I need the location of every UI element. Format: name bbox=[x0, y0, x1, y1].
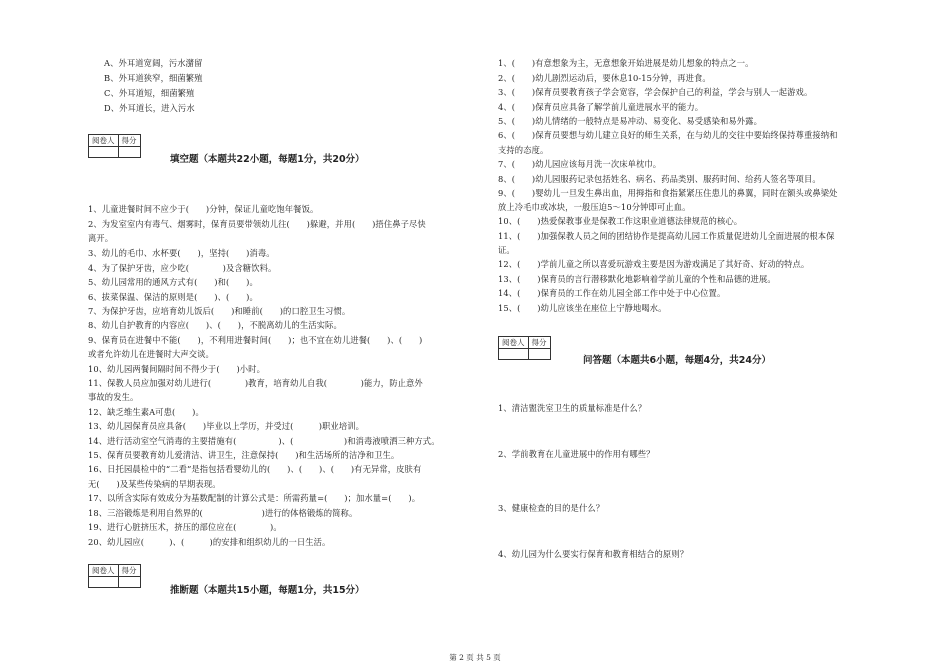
fill-line: 6、拔菜保温、保洁的原则是( )、( )。 bbox=[88, 292, 258, 302]
score-label: 得分 bbox=[118, 135, 140, 147]
fill-line: 14、进行活动室空气消毒的主要措施有( )、( )和消毒液喷洒三种方式。 bbox=[88, 436, 440, 446]
fill-line: 10、幼儿园两餐间隔时间不得少于( )小时。 bbox=[88, 364, 265, 374]
judge-line: 13、( )保育员的言行潜移默化地影响着学前儿童的个性和品德的进展。 bbox=[498, 274, 776, 284]
page-footer: 第 2 页 共 5 页 bbox=[449, 653, 501, 662]
judge-line: 15、( )幼儿应该坐在座位上宁静地喝水。 bbox=[498, 303, 667, 313]
grader-cell bbox=[499, 349, 529, 360]
fill-line: 16、日托园晨检中的“二看”是指包括看婴幼儿的( )、( )、( )有无异常，皮肤有 bbox=[88, 464, 422, 474]
judge-line: 5、( )幼儿情绪的一般特点是易冲动、易变化、易受感染和易外露。 bbox=[498, 116, 762, 126]
fill-line: 8、幼儿自护教育的内容应( )、( )，不脱离幼儿的生活实际。 bbox=[88, 320, 342, 330]
fill-line: 11、保教人员应加强对幼儿进行( )教育，培育幼儿自我( )能力，防止意外 bbox=[88, 378, 423, 388]
fill-line: 无( )及某些传染病的早期表现。 bbox=[88, 479, 221, 489]
judge-line: 14、( )保育员的工作在幼儿园全部工作中处于中心位置。 bbox=[498, 288, 726, 298]
fill-line: 离开。 bbox=[88, 233, 114, 243]
fill-line: 7、为保护牙齿，应培育幼儿饭后( )和睡前( )的口腔卫生习惯。 bbox=[88, 306, 351, 316]
qa-section-title: 问答题（本题共6小题，每题4分，共24分） bbox=[583, 355, 771, 366]
judge-line: 放上冷毛巾或冰块，一般压迫5～10分钟即可止血。 bbox=[498, 202, 691, 212]
judge-score-box bbox=[88, 564, 141, 588]
fill-line: 5、幼儿园常用的通风方式有( )和( )。 bbox=[88, 277, 258, 287]
fill-score-box bbox=[88, 134, 141, 158]
qa-question: 3、健康检查的目的是什么？ bbox=[498, 503, 605, 513]
grader-label: 阅卷人 bbox=[499, 337, 529, 349]
option-d: D、外耳道长，进入污水 bbox=[104, 103, 195, 113]
fill-line: 15、保育员要教育幼儿爱清洁、讲卫生，注意保持( )和生活场所的洁净和卫生。 bbox=[88, 450, 400, 460]
option-b: B、外耳道狭窄，细菌繁殖 bbox=[104, 73, 203, 83]
judge-line: 4、( )保育员应具备了解学前儿童进展水平的能力。 bbox=[498, 102, 704, 112]
fill-line: 13、幼儿园保育员应具备( )毕业以上学历，并受过( )职业培训。 bbox=[88, 421, 365, 431]
judge-line: 7、( )幼儿园应该每月洗一次床单枕巾。 bbox=[498, 159, 662, 169]
qa-score-box bbox=[498, 336, 551, 360]
grader-cell bbox=[89, 577, 119, 588]
qa-question: 2、学前教育在儿童进展中的作用有哪些？ bbox=[498, 449, 655, 459]
fill-line: 9、保育员在进餐中不能( )，不利用进餐时间( )；也不宜在幼儿进餐( )、( ) bbox=[88, 335, 423, 345]
qa-question: 4、幼儿园为什么要实行保育和教育相结合的原则？ bbox=[498, 549, 689, 559]
grader-label: 阅卷人 bbox=[89, 135, 119, 147]
judge-line: 证。 bbox=[498, 245, 515, 255]
fill-line: 2、为发室室内有毒气、烟雾时，保育员要带领幼儿往( )躲避，并用( )捂住鼻子尽快 bbox=[88, 219, 426, 229]
fill-line: 或者允许幼儿在进餐时大声交谈。 bbox=[88, 349, 214, 359]
judge-line: 12、( )学前儿童之所以喜爱玩游戏主要是因为游戏满足了其好奇、好动的特点。 bbox=[498, 259, 810, 269]
fill-line: 18、三浴锻炼是利用自然界的( )进行的体格锻炼的简称。 bbox=[88, 508, 358, 518]
score-label: 得分 bbox=[118, 565, 140, 577]
judge-line: 10、( )热爱保教事业是保教工作这职业道德法律规范的核心。 bbox=[498, 216, 743, 226]
fill-line: 4、为了保护牙齿，应少吃( )及含糖饮料。 bbox=[88, 263, 277, 273]
grader-label: 阅卷人 bbox=[89, 565, 119, 577]
judge-line: 支持的态度。 bbox=[498, 145, 549, 155]
fill-line: 3、幼儿的毛巾、水杯要( )，坚持( )消毒。 bbox=[88, 248, 275, 258]
score-label: 得分 bbox=[528, 337, 550, 349]
fill-line: 1、儿童进餐时间不应少于( )分钟，保证儿童吃饱年餐饭。 bbox=[88, 204, 319, 214]
qa-question: 1、清洁盥洗室卫生的质量标准是什么？ bbox=[498, 403, 647, 413]
fill-line: 20、幼儿园应( )、( )的安排和组织幼儿的一日生活。 bbox=[88, 537, 331, 547]
fill-line: 事故的发生。 bbox=[88, 392, 139, 402]
judge-section-title: 推断题（本题共15小题，每题1分，共15分） bbox=[170, 585, 365, 596]
option-c: C、外耳道短，细菌繁殖 bbox=[104, 88, 195, 98]
judge-line: 2、( )幼儿剧烈运动后，要休息10-15分钟，再进食。 bbox=[498, 73, 711, 83]
judge-line: 1、( )有意想象为主，无意想象开始进展是幼儿想象的特点之一。 bbox=[498, 58, 754, 68]
fill-section-title: 填空题（本题共22小题，每题1分，共20分） bbox=[170, 154, 365, 165]
fill-line: 19、进行心脏挤压术，挤压的部位应在( )。 bbox=[88, 522, 282, 532]
fill-line: 12、缺乏维生素A可患( )。 bbox=[88, 407, 204, 417]
score-cell bbox=[118, 147, 140, 158]
score-cell bbox=[528, 349, 550, 360]
grader-cell bbox=[89, 147, 119, 158]
option-a: A、外耳道宽阔，污水潴留 bbox=[104, 58, 203, 68]
judge-line: 11、( )加强保教人员之间的团结协作是提高幼儿园工作质量促进幼儿全面进展的根本保 bbox=[498, 231, 835, 241]
fill-line: 17、以所含实际有效成分为基数配制的计算公式是：所需药量=( )；加水量=( )。 bbox=[88, 493, 421, 503]
judge-line: 9、( )婴幼儿一旦发生鼻出血，用拇指和食指紧紧压住患儿的鼻翼，同时在额头或鼻梁处 bbox=[498, 188, 838, 198]
judge-line: 6、( )保育员要想与幼儿建立良好的师生关系，在与幼儿的交往中要始终保持尊重接纳和 bbox=[498, 130, 838, 140]
score-cell bbox=[118, 577, 140, 588]
judge-line: 8、( )幼儿园服药记录包括姓名、病名、药品类别、服药时间、给药人签名等项目。 bbox=[498, 174, 821, 184]
judge-line: 3、( )保育员要教育孩子学会宽容，学会保护自己的利益，学会与别人一起游戏。 bbox=[498, 87, 813, 97]
